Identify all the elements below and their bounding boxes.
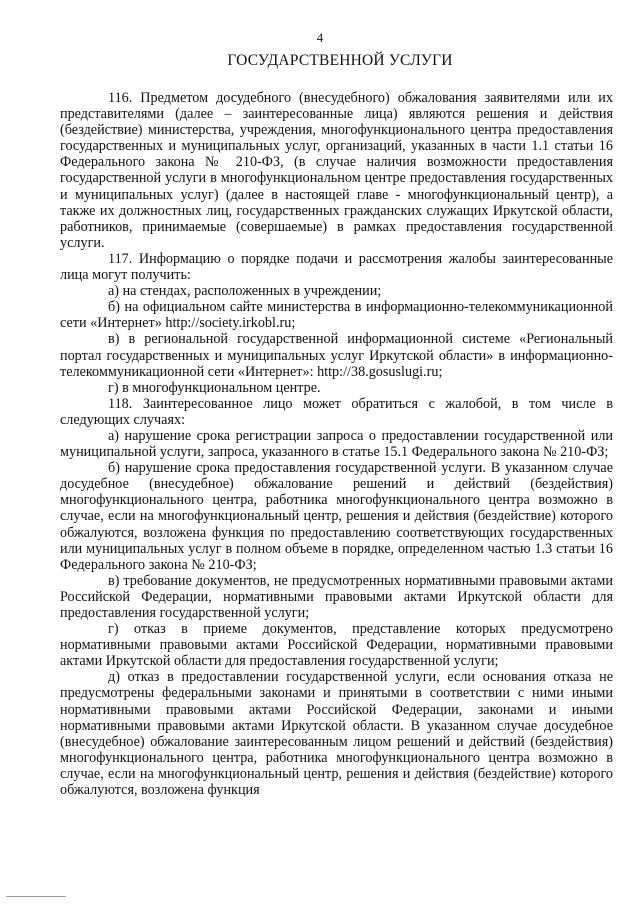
paragraph-116: 116. Предметом досудебного (внесудебного) обжалования заявителями или их представителями (далее – заинтересованные лица) являются решения и действия (бездействие) министерства, учреждения, многофункционального центра предоставления государственных и муниципальных услуг, организаций, указанных в части 1.1 статьи 16 Федерального закона № 210-ФЗ, (в случае наличия возможности предоставления государственной услуги в многофункциональном центре предоставления государственных и муниципальных услуг) (далее в настоящей главе - многофункциональный центр), а также их должностных лиц, государственных гражданских служащих Иркутской области, работников, принимаемые (совершаемые) в рамках предоставления государственной услуги.: [60, 90, 613, 251]
page-number: 4: [316, 30, 324, 45]
paragraph-118-a: а) нарушение срока регистрации запроса о предоставлении государственной или муниципальной услуги, запроса, указанного в статье 15.1 Федерального закона № 210-ФЗ;: [60, 427, 613, 461]
paragraph-118-v: в) требование документов, не предусмотренных нормативными правовыми актами Российской Федерации, нормативными правовыми актами Иркутской области для предоставления государственной услуги;: [60, 572, 613, 621]
section-heading: ГОСУДАРСТВЕННОЙ УСЛУГИ: [227, 52, 453, 69]
paragraph-117-b: б) на официальном сайте министерства в информационно-телекоммуникационной сети «Интернет» http://society.irkobl.ru;: [60, 299, 613, 332]
paragraph-117: 117. Информацию о порядке подачи и рассмотрения жалобы заинтересованные лица могут получить:: [60, 250, 613, 284]
paragraph-118-b: б) нарушение срока предоставления государственной услуги. В указанном случае досудебное (внесудебное) обжалование решений и действий (бездействия) многофункционального центра, работника многофункционального центра возможно в случае, если на многофункциональный центр, решения и действия (бездействие) которого обжалуются, возложена функция по предоставлению соответствующих государственных или муниципальных услуг в полном объеме в порядке, определенном частью 1.3 статьи 16 Федерального закона № 210-ФЗ;: [60, 460, 613, 573]
paragraph-118-d: д) отказ в предоставлении государственной услуги, если основания отказа не предусмотрены федеральными законами и принятыми в соответствии с ними иными нормативными правовыми актами Российской Федерации, законами и иными нормативными правовыми актами Иркутской области. В указанном случае досудебное (внесудебное) обжалование заинтересованным лицом решений и действий (бездействия) многофункционального центра, работника многофункционального центра возможно в случае, если на многофункциональный центр, решения и действия (бездействие) которого обжалуются, возложена функция: [60, 669, 613, 799]
document-body: [60, 90, 613, 798]
paragraph-117-v: в) в региональной государственной информационной системе «Региональный портал государственных и муниципальных услуг Иркутской области» в информационно-телекоммуникационной сети «Интернет»: http://38.gosuslugi.ru;: [60, 331, 613, 380]
paragraph-117-a: а) на стендах, расположенных в учреждении;: [108, 283, 382, 300]
paragraph-118: 118. Заинтересованное лицо может обратиться с жалобой, в том числе в следующих случаях:: [60, 395, 613, 428]
footer-rule: [6, 896, 66, 897]
paragraph-117-g: г) в многофункциональном центре.: [108, 379, 321, 396]
paragraph-118-g: г) отказ в приеме документов, представление которых предусмотрено нормативными правовыми актами Российской Федерации, нормативными правовыми актами Иркутской области для предоставления государственной услуги;: [60, 621, 613, 670]
